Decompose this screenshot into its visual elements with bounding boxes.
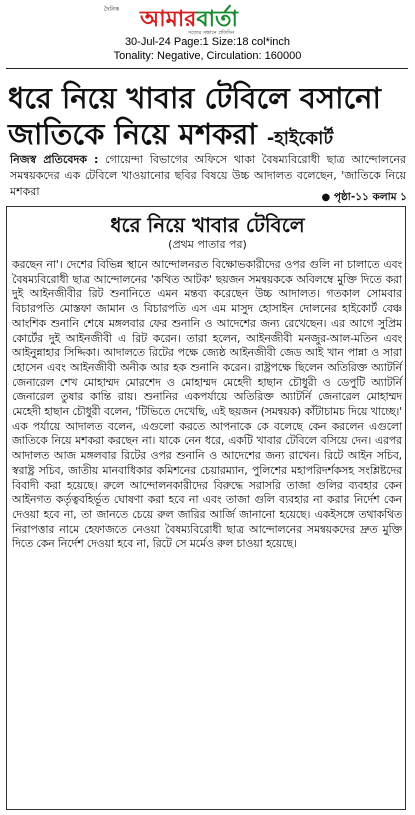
logo-part-amar: আমার xyxy=(140,6,197,32)
masthead-motto: সত্যের সন্ধানে প্রতিদিন xyxy=(188,30,235,36)
continued-on-text: পৃষ্ঠা-১১ কলাম ১ xyxy=(333,191,407,203)
headline-credit: -হাইকোর্ট xyxy=(266,128,334,149)
continued-on-marker xyxy=(321,190,407,207)
lead-text: গোয়েন্দা বিভাগের অফিসে থাকা বৈষম্যবিরোধী ছাত্র আন্দোলনের সমন্বয়কদের এক টেবিলে খাওয়ানোর ছবির বিষয়ে উচ্চ আদালত বলেছেন, 'জাতিকে নিয়ে মশকরা xyxy=(10,153,406,198)
header-divider xyxy=(6,68,408,69)
newspaper-masthead xyxy=(0,4,415,34)
headline-line-2-text: জাতিকে নিয়ে মশকরা xyxy=(8,117,257,151)
logo-part-barta: বার্তা xyxy=(196,6,238,32)
continuation-from-label: (প্রথম পাতার পর) xyxy=(168,238,247,251)
byline: নিজস্ব প্রতিবেদক : xyxy=(10,153,99,166)
masthead-tagline: দৈনিক xyxy=(104,6,120,13)
clip-date-page-size: 30-Jul-24 Page:1 Size:18 col*inch xyxy=(124,36,291,48)
headline-line-2 xyxy=(8,116,408,157)
clip-tonality-circulation: Tonality: Negative, Circulation: 160000 xyxy=(113,50,302,62)
continuation-body: করছেন না'। দেশের বিভিন্ন স্থানে আন্দোলনরত বিক্ষোভকারীদের ওপর গুলি না চালাতে এবং বৈষম্যবিরোধী ছাত্র আন্দোলনের 'কথিত আটক' ছয়জন সমন্বয়ককে অবিলম্বে মুক্তি দিতে করা দুই আইনজীবীর রিট শুনানিতে এমন মন্তব্য করেছেন উচ্চ আদালত। গতকাল সোমবার বিচারপতি মোস্তফা জামান ও বিচারপতি এস এম মাসুদ হোসাইন দোলনের হাইকোর্ট বেঞ্চ আংশিক শুনানি শেষে মঙ্গলবার ফের শুনানি ও আদেশের জন্য রেখেছেন। এর আগে সুপ্রিম কোর্টের দুই আইনজীবী এ রিট করেন। তারা হলেন, আইনজীবী মনজুর-আল-মতিন এবং আইনুন্নাহার সিদ্দিকা। আদালতে রিটের পক্ষে জ্যেষ্ঠ আইনজীবী জেড আই খান পান্না ও সারা হোসেন এবং আইনজীবী অনীক আর হক শুনানি করেন। রাষ্ট্রপক্ষে ছিলেন অতিরিক্ত অ্যাটর্নি জেনারেল শেখ মোহাম্মদ মোরশেদ ও মোহাম্মদ মেহেদী হাছান চৌধুরী ও ডেপুটি অ্যাটর্নি জেনারেল তুষার কান্তি রায়। শুনানির একপর্যায়ে অতিরিক্ত অ্যাটর্নি জেনারেল মোহাম্মদ মেহেদী হাছান চৌধুরী বলেন, 'টিভিতে দেখেছি, এই ছয়জন (সমন্বয়ক) কাঁটাচামচ দিয়ে খাচ্ছে।' এক পর্যায়ে আদালত বলেন, এগুলো করতে আপনাকে কে বলেছে কেন করলেন এগুলো জাতিকে নিয়ে মশকরা করছেন না। যাকে নেন ধরে, একটি খাবার টেবিলে বসিয়ে দেন। এরপর আদালত আজ মঙ্গলবার রিটের ওপর শুনানি ও আদেশের জন্য রাখেন। রিটে আইন সচিব, স্বরাষ্ট্র সচিব, জাতীয় মানবাধিকার কমিশনের চেয়ারম্যান, পুলিশের মহাপরিদর্শকসহ সংশ্লিষ্টদের বিবাদী করা হয়েছে। রুলে আন্দোলনকারীদের বিরুদ্ধে সরাসরি তাজা গুলির ব্যবহার কেন আইনগত কর্তৃত্ববহির্ভূত ঘোষণা করা হবে না এবং তাজা গুলি ব্যবহার না করার নির্দেশ কেন দেওয়া হবে না, তা জানতে চেয়ে রুল জারির আর্জি জানানো হয়েছে। একইসঙ্গে তথাকথিত নিরাপত্তার নামে হেফাজতে নেওয়া বৈষম্যবিরোধী ছাত্র আন্দোলনের সমন্বয়কদের দ্রুত মুক্তি দিতে কেন নির্দেশ দেওয়া হবে না, রিটে সে মর্মেও রুল চাওয়া হয়েছে। xyxy=(12,258,402,551)
headline-line-1: ধরে নিয়ে খাবার টেবিলে বসানো xyxy=(8,81,381,115)
newspaper-logo xyxy=(140,6,238,32)
bullet-icon: ● xyxy=(321,192,331,203)
continuation-title: ধরে নিয়ে খাবার টেবিলে xyxy=(110,213,305,237)
